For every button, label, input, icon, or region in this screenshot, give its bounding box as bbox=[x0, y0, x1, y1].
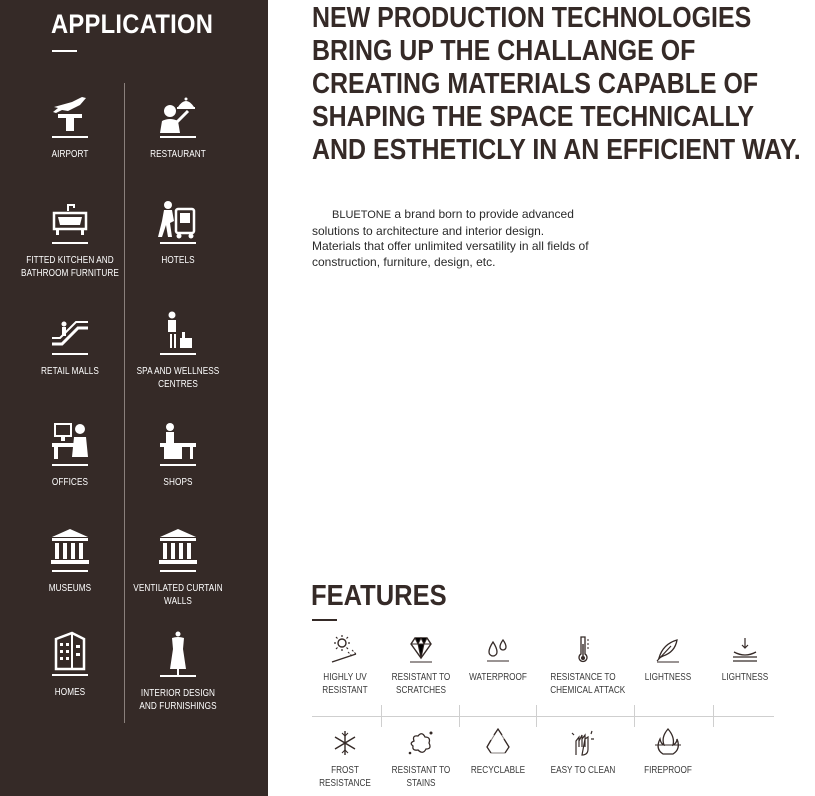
dress-mannequin-icon bbox=[156, 625, 200, 677]
feature-label: LIGHTNESS bbox=[644, 672, 692, 683]
item-label: FITTED KITCHEN AND BATHROOM FURNITURE bbox=[21, 255, 119, 279]
recycle-icon bbox=[481, 727, 515, 759]
item-underline bbox=[52, 136, 88, 138]
divider-tick bbox=[536, 705, 537, 727]
item-label: HOTELS bbox=[161, 255, 195, 266]
feature-label: FIREPROOF bbox=[644, 765, 692, 776]
item-label: SHOPS bbox=[163, 477, 193, 488]
feature-label: FROST RESISTANCE bbox=[319, 765, 371, 789]
clean-hands-icon bbox=[566, 727, 600, 759]
feature-label: EASY TO CLEAN bbox=[550, 765, 616, 776]
item-underline bbox=[160, 242, 196, 244]
building-icon bbox=[48, 631, 92, 671]
feature-waterproof bbox=[458, 634, 538, 685]
feature-label: RESISTANT TO SCRATCHES bbox=[391, 672, 451, 696]
item-label: SPA AND WELLNESS CENTRES bbox=[136, 366, 220, 390]
item-underline bbox=[52, 674, 88, 676]
feather-icon bbox=[651, 634, 685, 666]
item-label: INTERIOR DESIGN AND FURNISHINGS bbox=[139, 688, 217, 712]
intro-paragraph bbox=[312, 207, 592, 270]
application-item-hotels bbox=[118, 199, 238, 267]
feature-label: HIGHLY UV RESISTANT bbox=[322, 672, 368, 696]
feature-fireproof bbox=[628, 727, 708, 778]
features-title: FEATURES bbox=[311, 580, 447, 612]
stain-splash-icon bbox=[404, 727, 438, 759]
application-item-curtain-walls bbox=[118, 527, 238, 608]
item-label: MUSEUMS bbox=[48, 583, 92, 594]
airplane-icon bbox=[48, 93, 92, 133]
feature-scratches bbox=[381, 634, 461, 697]
item-underline bbox=[160, 464, 196, 466]
item-label: HOMES bbox=[54, 687, 86, 698]
headline-line: AND ESTHETICLY IN AN EFFICIENT WAY. bbox=[312, 134, 801, 166]
kitchen-sink-icon bbox=[48, 199, 92, 239]
headline bbox=[312, 2, 801, 167]
application-item-restaurant bbox=[118, 93, 238, 161]
divider-tick bbox=[381, 705, 382, 727]
application-item-shops bbox=[118, 421, 238, 489]
feature-stains bbox=[381, 727, 461, 790]
diamond-icon bbox=[404, 634, 438, 666]
divider-tick bbox=[713, 705, 714, 727]
feature-frost bbox=[305, 727, 385, 790]
brand-name: BLUETONE bbox=[332, 209, 392, 221]
office-desk-icon bbox=[48, 421, 92, 461]
feature-label: WATERPROOF bbox=[469, 672, 527, 683]
curtain-wall-icon bbox=[156, 527, 200, 567]
headline-line: NEW PRODUCTION TECHNOLOGIES bbox=[312, 2, 752, 34]
item-underline bbox=[52, 353, 88, 355]
escalator-icon bbox=[48, 310, 92, 350]
application-sidebar bbox=[0, 0, 268, 796]
item-underline bbox=[52, 242, 88, 244]
divider-tick bbox=[459, 705, 460, 727]
application-item-spa bbox=[118, 310, 238, 391]
application-item-homes bbox=[10, 631, 130, 699]
application-title: APPLICATION bbox=[51, 9, 214, 39]
application-item-offices bbox=[10, 421, 130, 489]
divider-tick bbox=[634, 705, 635, 727]
waiter-cloche-icon bbox=[156, 93, 200, 133]
feature-easy-clean bbox=[543, 727, 623, 778]
headline-line: SHAPING THE SPACE TECHNICALLY bbox=[312, 101, 755, 133]
column-divider bbox=[124, 83, 125, 723]
title-underline bbox=[52, 50, 77, 52]
item-label: AIRPORT bbox=[51, 149, 89, 160]
weight-scale-icon bbox=[728, 634, 762, 666]
sun-uv-icon bbox=[328, 634, 362, 666]
intro-text: a brand born to provide advanced solutions to architecture and interior design. Materials that offer unlimited versatility in all fields of construction, furniture, design, etc. bbox=[312, 207, 589, 269]
feature-label: LIGHTNESS bbox=[721, 672, 769, 683]
museum-icon bbox=[48, 527, 92, 567]
item-label: OFFICES bbox=[51, 477, 89, 488]
item-label: RESTAURANT bbox=[150, 149, 206, 160]
item-underline bbox=[52, 570, 88, 572]
headline-line: CREATING MATERIALS CAPABLE OF bbox=[312, 68, 759, 100]
feature-chemical bbox=[543, 634, 626, 697]
snowflake-icon bbox=[328, 727, 362, 759]
water-drops-icon bbox=[481, 634, 515, 666]
application-item-kitchen bbox=[10, 199, 130, 280]
item-underline bbox=[160, 570, 196, 572]
item-label: RETAIL MALLS bbox=[41, 366, 99, 377]
thermometer-icon bbox=[566, 634, 600, 666]
shop-counter-icon bbox=[156, 421, 200, 461]
feature-lightness-feather bbox=[628, 634, 708, 685]
feature-lightness-weight bbox=[705, 634, 785, 685]
item-underline bbox=[160, 353, 196, 355]
feature-uv bbox=[305, 634, 385, 697]
headline-line: BRING UP THE CHALLANGE OF bbox=[312, 35, 696, 67]
feature-label: RECYCLABLE bbox=[470, 765, 526, 776]
features-underline bbox=[312, 619, 337, 621]
flame-icon bbox=[651, 727, 685, 759]
application-item-interior-design bbox=[118, 631, 238, 713]
spa-person-icon bbox=[156, 310, 200, 350]
item-label: VENTILATED CURTAIN WALLS bbox=[133, 583, 223, 607]
application-item-retail-malls bbox=[10, 310, 130, 378]
application-item-airport bbox=[10, 93, 130, 161]
item-underline bbox=[52, 464, 88, 466]
feature-label: RESISTANCE TO CHEMICAL ATTACK bbox=[550, 672, 626, 696]
item-underline bbox=[160, 136, 196, 138]
feature-recyclable bbox=[458, 727, 538, 778]
hotel-bellboy-icon bbox=[156, 199, 200, 239]
application-item-museums bbox=[10, 527, 130, 595]
feature-label: RESISTANT TO STAINS bbox=[391, 765, 451, 789]
